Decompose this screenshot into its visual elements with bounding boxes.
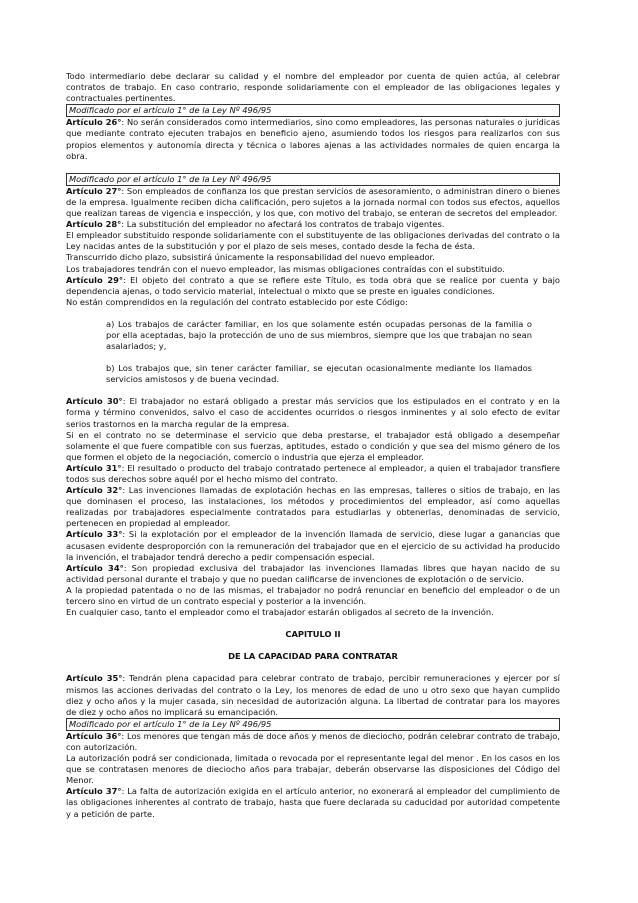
amendment-note: Modificado por el artículo 1° de la Ley Nº 496/95 xyxy=(66,173,560,186)
article-30 xyxy=(66,396,560,429)
article-text: : Son empleados de confianza los que prestan servicios de asesoramiento, o administran dinero o bienes de la empresa. Igualmente reciben dicha calificación, pero sujetos a la jornada normal con todos sus efectos, aquellos que realizan tareas de vigencia e inspección, y los que, con motivo del trabajo, se enteran de secretos del empleador. xyxy=(66,185,560,219)
article-28 xyxy=(66,219,560,230)
amendment-note: Modificado por el artículo 1° de la Ley Nº 496/95 xyxy=(66,718,560,731)
article-text: : La falta de autorización exigida en el artículo anterior, no exonerará al empleador del cumplimiento de las obligaciones inherentes al contrato de trabajo, hasta que fuere declarada su caducidad por autoridad competente y a petición de parte. xyxy=(66,786,560,819)
list-item-b: b) Los trabajos que, sin tener carácter familiar, se ejecutan ocasionalmente mediante los llamados servicios amistosos y de buena vecindad. xyxy=(106,363,532,385)
article-label: Artículo 36° xyxy=(66,730,122,741)
article-text: : El objeto del contrato a que se refiere este Título, es toda obra que se realice por cuenta y bajo dependencia ajenas, o todo servicio material, intelectual o mixto que se preste en iguales condiciones. xyxy=(66,274,560,296)
article-label: Artículo 29° xyxy=(66,274,124,285)
article-label: Artículo 30° xyxy=(66,396,123,407)
chapter-title: DE LA CAPACIDAD PARA CONTRATAR xyxy=(228,651,398,662)
article-text: : Tendrán plena capacidad para celebrar contrato de trabajo, percibir remuneraciones y ejercer por sí mismos las acciones derivadas del contrato o la Ley, los menores de edad de uno u otro sexo que hayan cumplido diez y ocho años y la mujer casada, sin necesidad de autorización alguna. La libertad de contratar para los mayores de diez y ocho años no implicará su emancipación. xyxy=(66,673,560,717)
paragraph: No están comprendidos en la regulación del contrato establecido por este Código: xyxy=(66,296,408,307)
article-37 xyxy=(66,786,560,819)
article-label: Artículo 37° xyxy=(66,786,122,797)
article-label: Artículo 27° xyxy=(66,185,122,196)
paragraph: A la propiedad patentada o no de las mismas, el trabajador no podrá renunciar en beneficio del empleador o de un tercero sino en virtud de un contrato especial y posterior a la invención. xyxy=(66,584,560,607)
document-page xyxy=(66,71,560,820)
spacer xyxy=(66,662,560,673)
spacer xyxy=(66,308,560,319)
paragraph: Transcurrido dicho plazo, subsistirá únicamente la responsabilidad del nuevo empleador. xyxy=(66,252,435,263)
paragraph: Si en el contrato no se determinase el servicio que deba prestarse, el trabajador está obligado a desempeñar solamente el que fuere compatible con sus fuerzas, aptitudes, estado o condición y que sea del mismo género de los que formen el objeto de la negociación, comercio o industria que ejerza el empleador. xyxy=(66,429,560,462)
article-label: Artículo 34° xyxy=(66,562,124,573)
article-32 xyxy=(66,485,560,529)
article-33 xyxy=(66,529,560,562)
spacer xyxy=(66,162,560,173)
article-label: Artículo 31° xyxy=(66,462,122,473)
article-label: Artículo 26° xyxy=(66,117,122,128)
article-27 xyxy=(66,186,560,219)
spacer xyxy=(66,385,560,396)
article-text: : El trabajador no estará obligado a prestar más servicios que los estipulados en el contrato y en la forma y término convenidos, salvo el caso de accidentes ocurridos o riesgos inminentes y al solo efecto de evitar serios trastornos en la marcha regular de la empresa. xyxy=(66,396,561,429)
article-label: Artículo 32° xyxy=(66,485,123,496)
article-text: : Las invenciones llamadas de explotación hechas en las empresas, talleres o sitios de trabajo, en las que dominasen el proceso, las instalaciones, los métodos y procedimientos del empleador, así como aquellas realizadas por trabajadores especialmente contratados para estudiarlas y obtenerlas, denominadas de servicio, pertenecen en propiedad al empleador. xyxy=(66,485,560,529)
article-label: Artículo 28° xyxy=(66,219,122,230)
article-31 xyxy=(66,463,560,485)
spacer xyxy=(66,352,560,363)
article-36 xyxy=(66,731,560,753)
amendment-note: Modificado por el artículo 1° de la Ley Nº 496/95 xyxy=(66,104,560,117)
article-text: : El resultado o producto del trabajo contratado pertenece al empleador, a quien el trabajador transfiere todos sus derechos sobre aquél por el hecho mismo del contrato. xyxy=(66,462,560,484)
spacer xyxy=(66,640,560,651)
article-text: : Los menores que tengan más de doce años y menos de dieciocho, podrán celebrar contrato de trabajo, con autorización. xyxy=(66,730,560,752)
paragraph: Los trabajadores tendrán con el nuevo empleador, las mismas obligaciones contraídas con el substituido. xyxy=(66,263,505,274)
article-label: Artículo 35° xyxy=(66,673,123,684)
article-text: : La substitución del empleador no afectará los contratos de trabajo vigentes. xyxy=(121,219,445,230)
paragraph-intro: Todo intermediario debe declarar su calidad y el nombre del empleador por cuenta de quien actúa, al celebrar contratos de trabajo. En caso contrario, responde solidariamente con el empleador de las obligaciones legales y contractuales pertinentes. xyxy=(66,71,560,104)
paragraph: En cualquier caso, tanto el empleador como el trabajador estarán obligados al secreto de la invención. xyxy=(66,607,494,618)
chapter-heading: CAPITULO II xyxy=(285,629,341,640)
spacer xyxy=(66,618,560,629)
article-text: : Si la explotación por el empleador de la invención llamada de servicio, diese lugar a ganancias que acusasen evidente desproporción con la remuneración del trabajador que en el ejercicio de su actividad ha producido la invención, el trabajador tendrá derecho a pedir compensación especial. xyxy=(66,529,560,562)
article-34 xyxy=(66,563,560,585)
paragraph: La autorización podrá ser condicionada, limitada o revocada por el representante legal del menor . En los casos en los que se contratasen menores de dieciocho años para trabajar, deberán observarse las disposiciones del Código del Menor. xyxy=(66,753,560,786)
article-text: : Son propiedad exclusiva del trabajador las invenciones llamadas libres que hayan nacido de su actividad personal durante el trabajo y que no puedan calificarse de invenciones de explotación o de servicio. xyxy=(66,562,560,584)
paragraph: El empleador substituido responde solidariamente con el substituyente de las obligaciones derivadas del contrato o la Ley nacidas antes de la substitución y por el plazo de seis meses, contado desde la fecha de ésta. xyxy=(66,230,560,252)
article-text: : No serán considerados como intermediarios, sino como empleadores, las personas naturales o jurídicas que mediante contrato ejecuten trabajos en beneficio ajeno, asumiendo todos los riesgos para realizarlos con sus propios elementos y autonomía directa y técnica o labores ajenas a las actividades normales de quien encarga la obra. xyxy=(66,117,561,161)
article-29 xyxy=(66,275,560,297)
article-35 xyxy=(66,673,560,717)
article-label: Artículo 33° xyxy=(66,529,123,540)
list-item-a: a) Los trabajos de carácter familiar, en los que solamente estén ocupadas personas de la familia o por ella aceptadas, bajo la protección de uno de sus miembros, siempre que los que trabajan no sean asalariados; y, xyxy=(106,318,532,352)
article-26 xyxy=(66,117,560,161)
